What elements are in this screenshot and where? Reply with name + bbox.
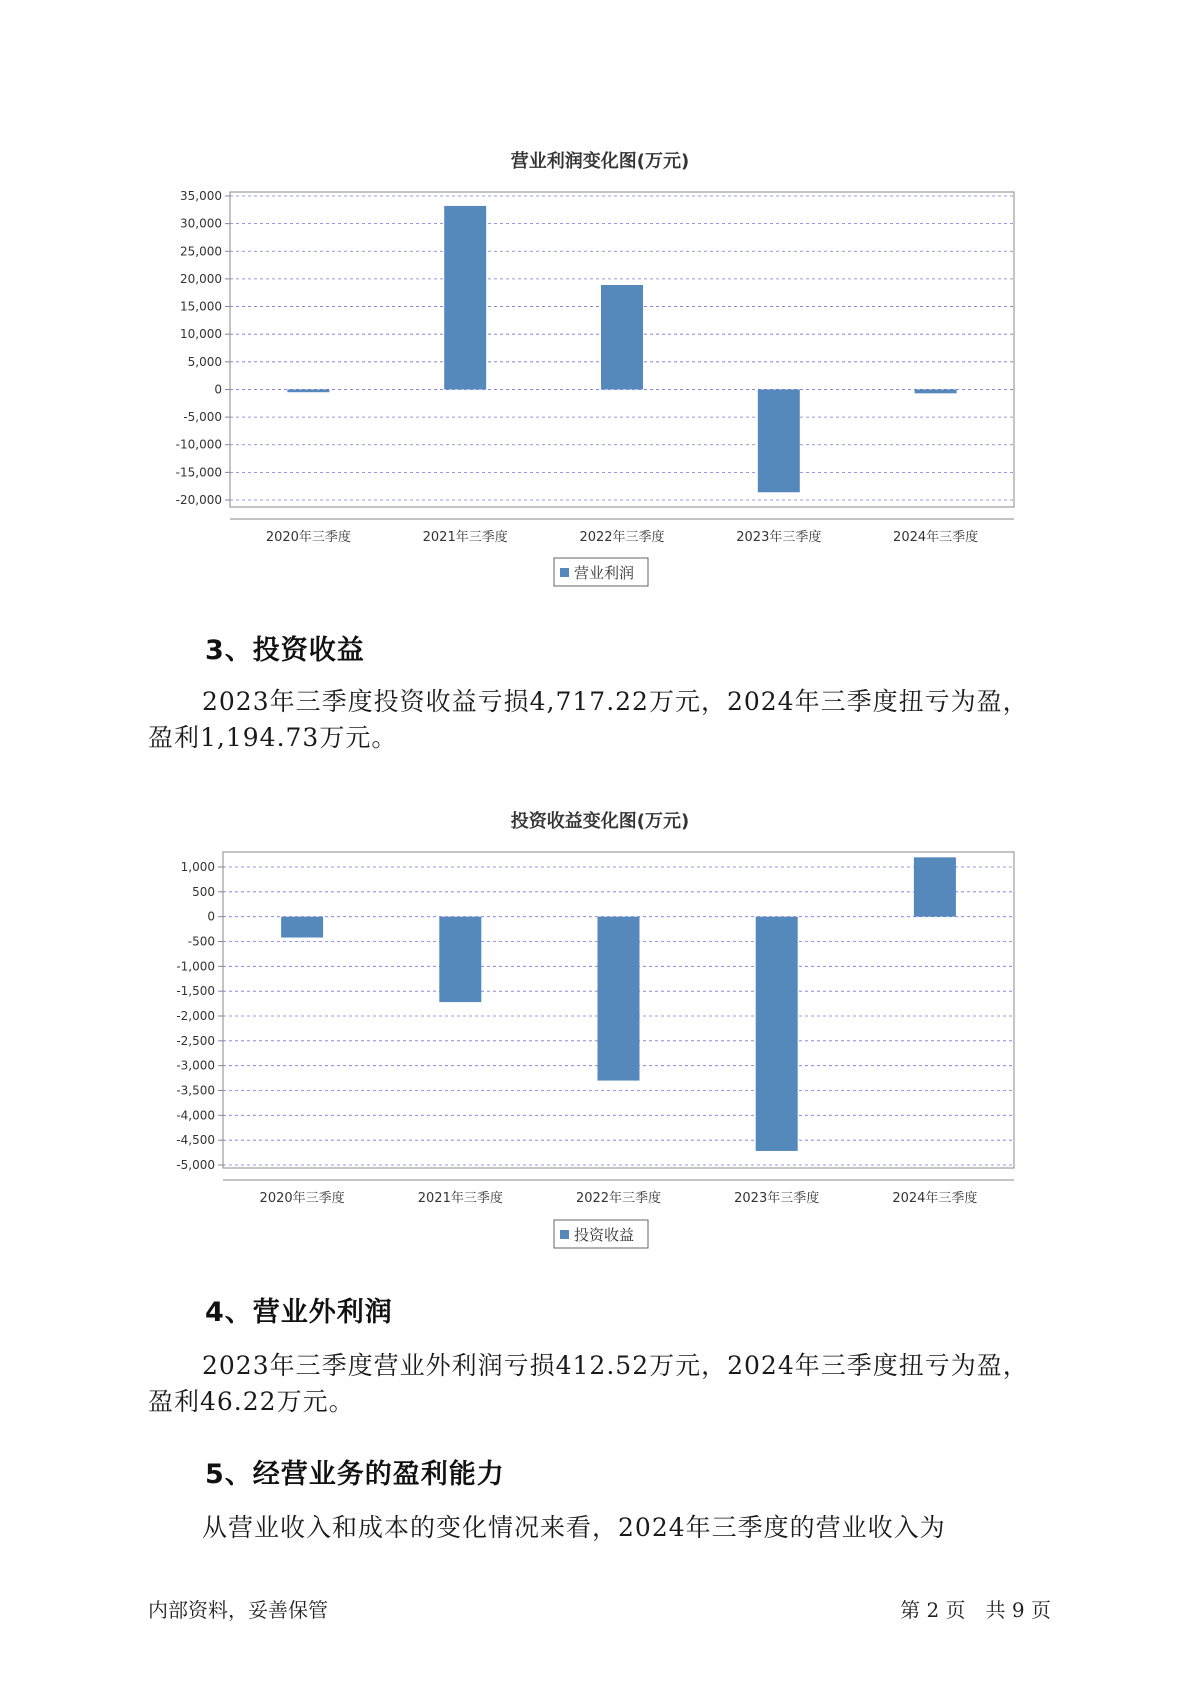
y-tick-label: 1,000 [180, 860, 215, 874]
y-tick-label: 5,000 [187, 354, 222, 369]
bar [756, 917, 798, 1151]
legend-swatch [560, 1230, 569, 1239]
y-tick-label: -10,000 [175, 437, 222, 452]
bar [598, 917, 640, 1081]
y-tick-label: 0 [214, 382, 222, 397]
y-tick-label: 25,000 [180, 244, 222, 259]
x-tick-label: 2020年三季度 [259, 1191, 345, 1206]
x-tick-label: 2023年三季度 [736, 530, 822, 545]
chart-title: 营业利润变化图(万元) [510, 151, 690, 172]
x-tick-label: 2023年三季度 [734, 1191, 820, 1206]
y-tick-label: -15,000 [175, 465, 222, 480]
x-tick-label: 2021年三季度 [417, 1191, 503, 1206]
y-tick-label: -5,000 [176, 1158, 215, 1172]
section-4-text: 2023年三季度营业外利润亏损412.52万元，2024年三季度扭亏为盈，盈利46.22万元。 [148, 1351, 1029, 1416]
operating-profit-chart-svg [0, 0, 1191, 600]
bar [281, 917, 323, 938]
investment-income-chart-svg [0, 790, 1191, 1260]
bar [758, 389, 800, 492]
y-tick-label: 15,000 [180, 299, 222, 314]
y-tick-label: 500 [192, 884, 215, 899]
bar [915, 389, 957, 393]
chart-title: 投资收益变化图(万元) [510, 811, 690, 832]
x-tick-label: 2021年三季度 [422, 530, 508, 545]
y-tick-label: 20,000 [180, 271, 222, 286]
legend-label: 营业利润 [574, 564, 635, 582]
y-tick-label: 10,000 [180, 327, 222, 342]
legend [554, 1220, 648, 1248]
footer-page-number: 第 2 页 共 9 页 [900, 1598, 1051, 1622]
x-tick-label: 2020年三季度 [265, 530, 351, 545]
bar [444, 206, 486, 390]
bar [601, 285, 643, 389]
y-tick-label: -1,500 [176, 984, 215, 999]
y-tick-label: 30,000 [180, 216, 222, 231]
y-tick-label: -3,000 [176, 1058, 215, 1073]
y-tick-label: 0 [207, 909, 215, 924]
section-5-title: 5、经营业务的盈利能力 [205, 1459, 505, 1490]
x-tick-label: 2022年三季度 [579, 530, 665, 545]
section-5-text: 从营业收入和成本的变化情况来看，2024年三季度的营业收入为 [202, 1513, 946, 1542]
operating-profit-chart [0, 0, 1191, 600]
y-tick-label: -3,500 [176, 1083, 215, 1098]
x-tick-label: 2022年三季度 [575, 1191, 662, 1206]
y-tick-label: -4,000 [176, 1108, 215, 1123]
bar [439, 917, 481, 1002]
bar [914, 857, 956, 916]
x-tick-label: 2024年三季度 [892, 1191, 978, 1206]
y-tick-label: -500 [187, 934, 215, 949]
y-tick-label: -4,500 [176, 1133, 215, 1148]
footer-left: 内部资料，妥善保管 [148, 1598, 328, 1622]
legend [554, 558, 648, 586]
section-4-title: 4、营业外利润 [205, 1297, 393, 1328]
y-tick-label: -2,000 [176, 1009, 215, 1023]
y-tick-label: -20,000 [175, 493, 222, 507]
y-tick-label: -2,500 [176, 1033, 215, 1048]
y-tick-label: 35,000 [180, 189, 222, 203]
section-3-title: 3、投资收益 [205, 635, 365, 666]
y-tick-label: -1,000 [176, 959, 215, 974]
investment-income-chart [0, 790, 1191, 1260]
legend-swatch [560, 568, 569, 577]
legend-label: 投资收益 [574, 1226, 635, 1244]
section-3-text: 2023年三季度投资收益亏损4,717.22万元，2024年三季度扭亏为盈，盈利1,194.73万元。 [148, 687, 1029, 752]
x-tick-label: 2024年三季度 [893, 530, 979, 545]
y-tick-label: -5,000 [183, 410, 222, 425]
bar [287, 389, 329, 392]
